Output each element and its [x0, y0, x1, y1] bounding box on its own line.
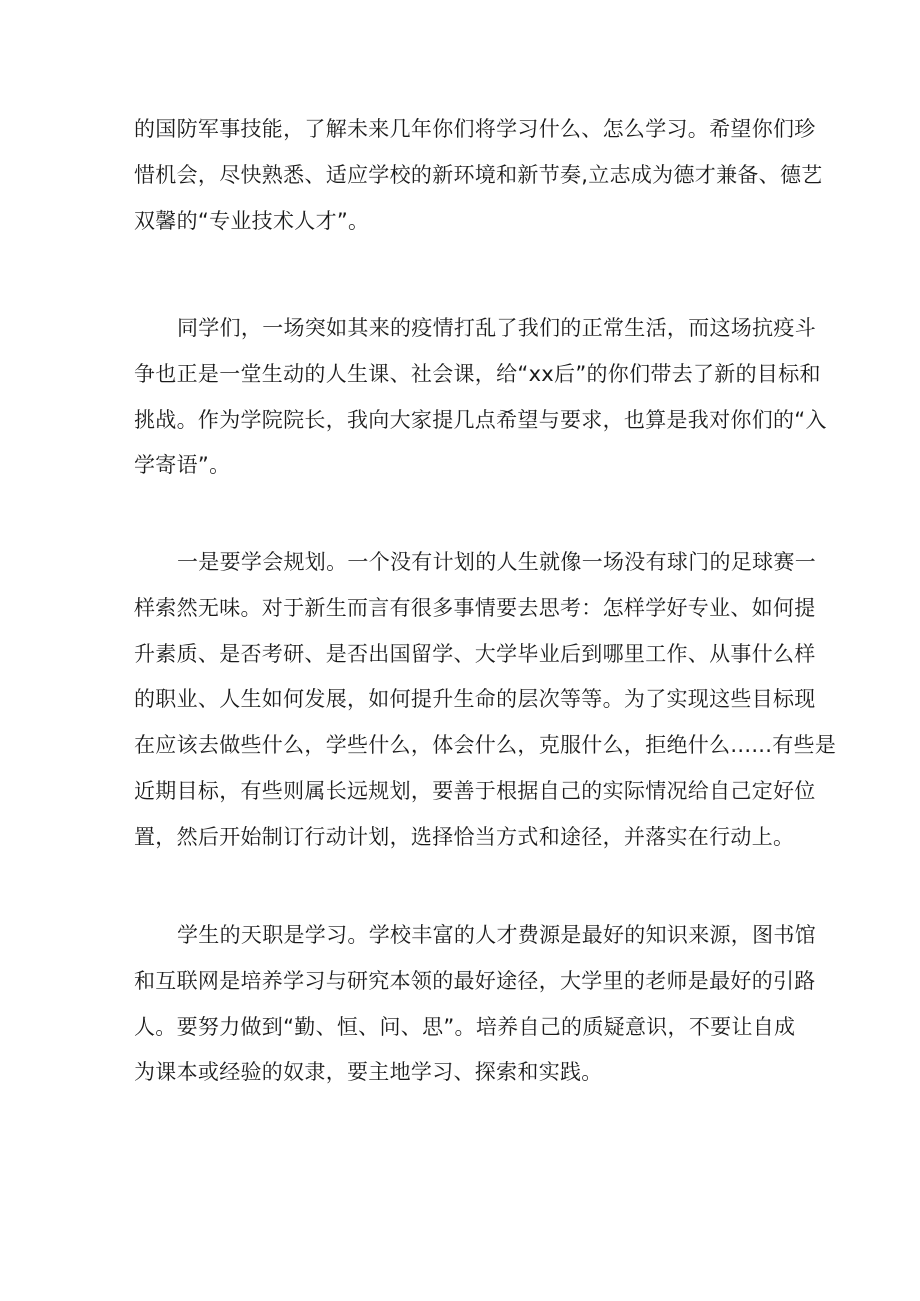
paragraph-2-line-1: 同学们，一场突如其来的疫情打乱了我们的正常生活，而这场抗疫斗	[177, 316, 816, 340]
paragraph-2	[134, 306, 827, 489]
paragraph-2-line-4: 学寄语”。	[134, 453, 231, 478]
paragraph-3-line-2: 样索然无味。对于新生而言有很多事情要去思考：怎样学好专业、如何提	[134, 595, 816, 620]
paragraph-1-line-2: 惜机会，尽快熟悉、适应学校的新环境和新节奏,立志成为德才兼备、德艺	[134, 162, 823, 187]
paragraph-3-line-4: 的职业、人生如何发展，如何提升生命的层次等等。为了实现这些目标现	[134, 687, 816, 712]
paragraph-4-line-3: 人。要努力做到“勤、恒、问、思”。培养自己的质疑意识，不要让自成	[134, 1014, 796, 1039]
paragraph-4-line-4: 为课本或经验的奴隶，要主地学习、探索和实践。	[134, 1060, 603, 1085]
paragraph-3-line-5: 在应该去做些什么，学些什么，体会什么，克服什么，拒绝什么......有些是	[134, 733, 837, 758]
paragraph-3-line-7: 置，然后开始制订行动计划，选择恰当方式和途径，并落实在行动上。	[134, 824, 795, 849]
paragraph-1-line-3: 双馨的“专业技术人才”。	[134, 208, 370, 233]
paragraph-4-line-2: 和互联网是培养学习与研究本领的最好途径，大学里的老师是最好的引路	[134, 968, 816, 993]
paragraph-1	[134, 107, 823, 244]
paragraph-4-line-1: 学生的天职是学习。学校丰富的人才费源是最好的知识来源，图书馆	[177, 923, 816, 947]
paragraph-3-line-1: 一是要学会规划。一个没有计划的人生就像一场没有球门的足球赛一	[177, 550, 816, 574]
paragraph-2-line-3: 挑战。作为学院院长，我向大家提几点希望与要求，也算是我对你们的“入	[134, 407, 827, 432]
paragraph-4	[134, 913, 816, 1096]
paragraph-1-line-1: 的国防军事技能，了解未来几年你们将学习什么、怎么学习。希望你们珍	[134, 117, 816, 141]
paragraph-2-line-2: 争也正是一堂生动的人生课、社会课，给“xx后”的你们带去了新的目标和	[134, 361, 821, 386]
paragraph-3-line-3: 升素质、是否考研、是否出国留学、大学毕业后到哪里工作、从事什么样	[134, 641, 816, 666]
paragraph-3	[134, 540, 837, 861]
paragraph-3-line-6: 近期目标，有些则属长远规划，要善于根据自己的实际情况给自己定好位	[134, 778, 816, 803]
